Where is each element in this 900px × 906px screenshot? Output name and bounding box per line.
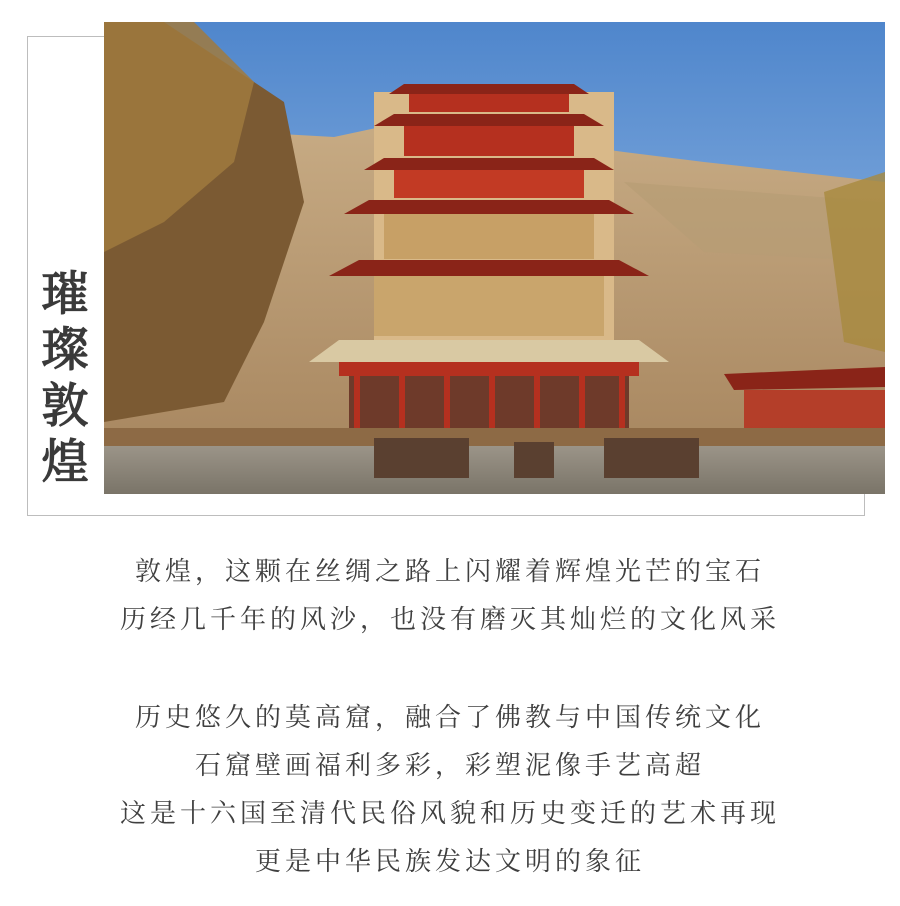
vertical-title bbox=[30, 265, 100, 493]
caption-line: 这是十六国至清代民俗风貌和历史变迁的艺术再现 bbox=[119, 799, 780, 829]
caption-line: 更是中华民族发达文明的象征 bbox=[254, 847, 645, 877]
title-char-3: 敦 bbox=[41, 379, 89, 434]
caption-line: 历史悠久的莫高窟，融合了佛教与中国传统文化 bbox=[134, 703, 765, 733]
hero-photo bbox=[104, 22, 885, 494]
title-char-4: 煌 bbox=[41, 435, 89, 490]
caption-line: 石窟壁画福利多彩，彩塑泥像手艺高超 bbox=[194, 751, 705, 781]
title-char-2: 璨 bbox=[41, 323, 89, 378]
caption-line: 敦煌，这颗在丝绸之路上闪耀着辉煌光芒的宝石 bbox=[134, 557, 765, 587]
caption-line: 历经几千年的风沙，也没有磨灭其灿烂的文化风采 bbox=[119, 605, 780, 635]
title-char-1: 璀 bbox=[41, 267, 89, 322]
